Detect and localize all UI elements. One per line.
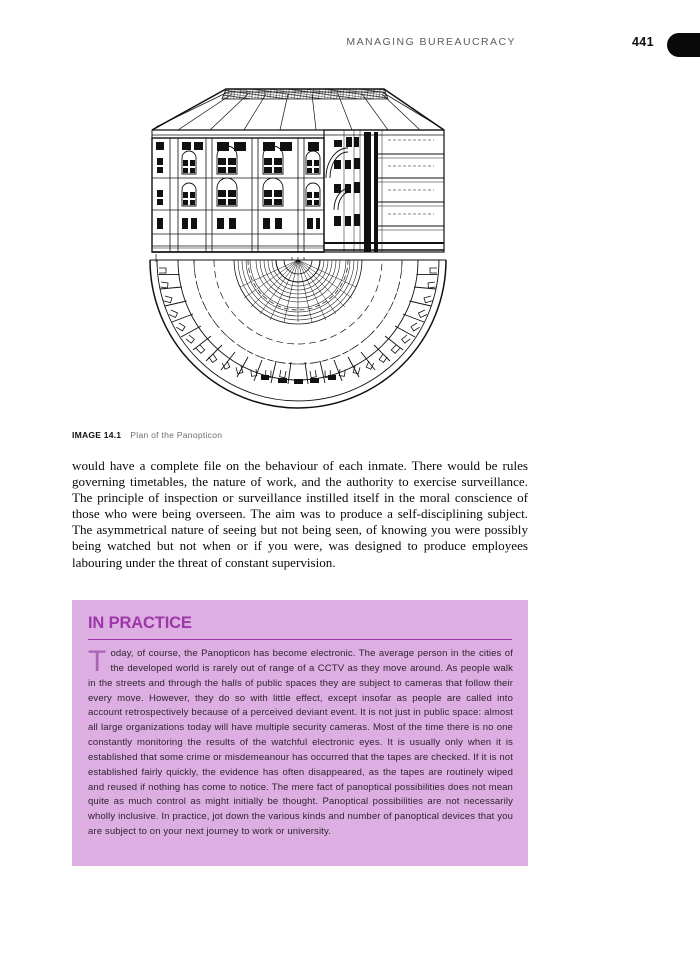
page-number: 441 bbox=[631, 35, 654, 49]
in-practice-divider bbox=[88, 639, 512, 640]
caption-text: Plan of the Panopticon bbox=[130, 430, 223, 440]
running-head bbox=[0, 36, 700, 58]
chapter-title: MANAGING BUREAUCRACY bbox=[346, 36, 516, 48]
semicircular-radial-plan bbox=[150, 238, 446, 408]
interior-cross-section bbox=[324, 130, 444, 252]
figure-caption bbox=[72, 430, 222, 440]
thumb-index-marker bbox=[667, 33, 700, 57]
caption-label: IMAGE 14.1 bbox=[72, 430, 122, 440]
in-practice-box bbox=[72, 600, 528, 866]
panopticon-figure bbox=[148, 82, 448, 412]
window-facade bbox=[152, 138, 324, 252]
roof-elevation bbox=[152, 89, 444, 138]
body-paragraph: would have a complete file on the behaviour of each inmate. There would be rules governing timetables, the nature of work, and the authority to exercise surveillance. The principle of inspection or surveillance instilled itself in the moral conscience of those who were being overseen. The aim was to produce a self-disciplining subject. The asymmetrical nature of seeing but not being seen, of knowing you were possibly being watched but not when or if you were, was designed to produce employees labouring under the threat of constant supervision. bbox=[72, 458, 528, 570]
in-practice-heading: IN PRACTICE bbox=[88, 614, 192, 632]
panopticon-illustration bbox=[148, 82, 448, 412]
in-practice-body: Today, of course, the Panopticon has become electronic. The average person in the cities of the developed world is rarely out of range of a CCTV as they move around. As people walk in the streets and through the halls of public spaces they are subject to cameras that follow their every move. However, they do so with little effect, except insofar as people are called into account retrospectively because of a perceived deviant event. It is not just in public space: almost all large organizations today will have multiple security cameras. Most of the time there is no one constantly monitoring the results of the watchful electronic eyes. It is usually only when it is established that some crime or misdemeanour has occurred that the tapes are checked. If it is not established fairly quickly, the evidence has often disappeared, as the tapes are routinely wiped and reused if nothing has come to notice. The mere fact of panoptical possibilities does not mean quite as much control as might initially be thought. Panoptical possibilities are not necessarily wholly inclusive. In practice, jot down the various kinds and number of panoptical devices that you are subject to on your next journey to work or university. bbox=[88, 645, 513, 838]
